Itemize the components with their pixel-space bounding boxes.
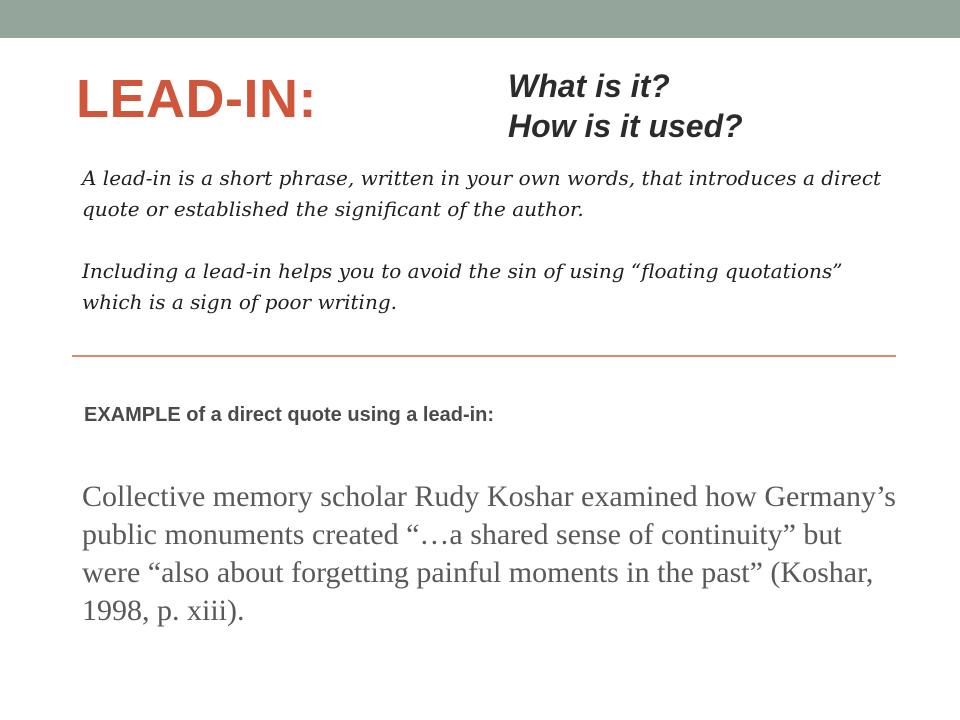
floating-quotations-paragraph: Including a lead-in helps you to avoid the sin of using “floating quotations” which is a sign of poor writing. [82,259,843,314]
definition-block [82,163,882,318]
question-how-is-it-used: How is it used? [508,108,743,144]
slide-title: LEAD-IN: [76,69,317,129]
section-divider [72,355,896,357]
guiding-questions [508,66,743,146]
example-quote: Collective memory scholar Rudy Koshar examined how Germany’s public monuments created “…a shared sense of continuity” but were “also about forgetting painful moments in the past” (Koshar, 1998, p. xiii). [82,480,896,627]
definition-paragraph: A lead-in is a short phrase, written in your own words, that introduces a direct quote or established the significant of the author. [82,166,882,221]
question-what-is-it: What is it? [508,68,670,104]
example-heading: EXAMPLE of a direct quote using a lead-in: [84,404,495,426]
top-color-band [0,0,960,38]
